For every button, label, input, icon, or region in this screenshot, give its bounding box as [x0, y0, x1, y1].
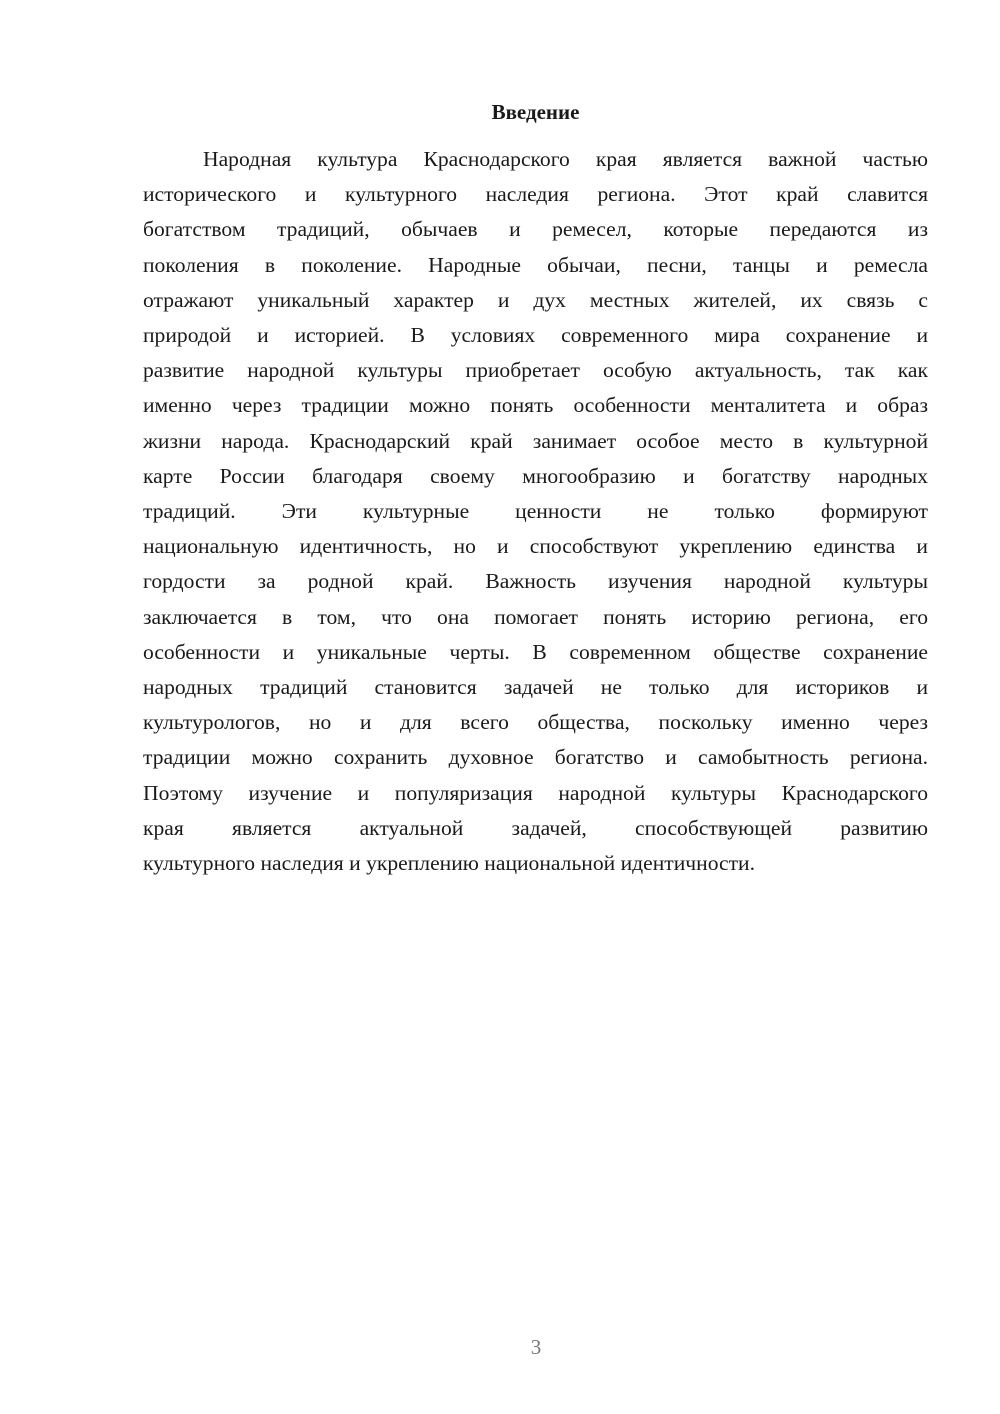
paragraph-line: традиции можно сохранить духовное богатство и самобытность региона.	[143, 745, 928, 770]
paragraph-line: заключается в том, что она помогает понять историю региона, его	[143, 604, 928, 629]
paragraph-line: Народная культура Краснодарского края является важной частью	[203, 147, 928, 171]
paragraph-line: жизни народа. Краснодарский край занимает особое место в культурной	[143, 428, 928, 453]
paragraph-line: национальную идентичность, но и способствуют укреплению единства и	[143, 534, 928, 559]
section-heading: Введение	[491, 100, 580, 124]
paragraph-line: культурологов, но и для всего общества, поскольку именно через	[143, 710, 928, 735]
paragraph-line: развитие народной культуры приобретает особую актуальность, так как	[143, 358, 928, 383]
paragraph-line: карте России благодаря своему многообразию и богатству народных	[143, 463, 928, 488]
paragraph-line: народных традиций становится задачей не только для историков и	[143, 675, 928, 700]
paragraph-line: края является актуальной задачей, способствующей развитию	[143, 815, 928, 840]
paragraph-line: культурного наследия и укреплению национальной идентичности.	[143, 851, 756, 876]
paragraph-line: особенности и уникальные черты. В современном обществе сохранение	[143, 639, 928, 664]
paragraph-line: традиций. Эти культурные ценности не только формируют	[143, 499, 928, 524]
paragraph-line: Поэтому изучение и популяризация народной культуры Краснодарского	[143, 780, 928, 805]
body-paragraph	[143, 142, 928, 881]
paragraph-line: природой и историей. В условиях современного мира сохранение и	[143, 323, 928, 348]
paragraph-line: гордости за родной край. Важность изучения народной культуры	[143, 569, 928, 594]
paragraph-line: именно через традиции можно понять особенности менталитета и образ	[143, 393, 928, 418]
paragraph-line: исторического и культурного наследия региона. Этот край славится	[143, 182, 928, 207]
paragraph-line: богатством традиций, обычаев и ремесел, которые передаются из	[143, 217, 928, 242]
page-number: 3	[530, 1335, 542, 1359]
paragraph-line: поколения в поколение. Народные обычаи, песни, танцы и ремесла	[143, 252, 928, 277]
paragraph-line: отражают уникальный характер и дух местных жителей, их связь с	[143, 287, 928, 312]
